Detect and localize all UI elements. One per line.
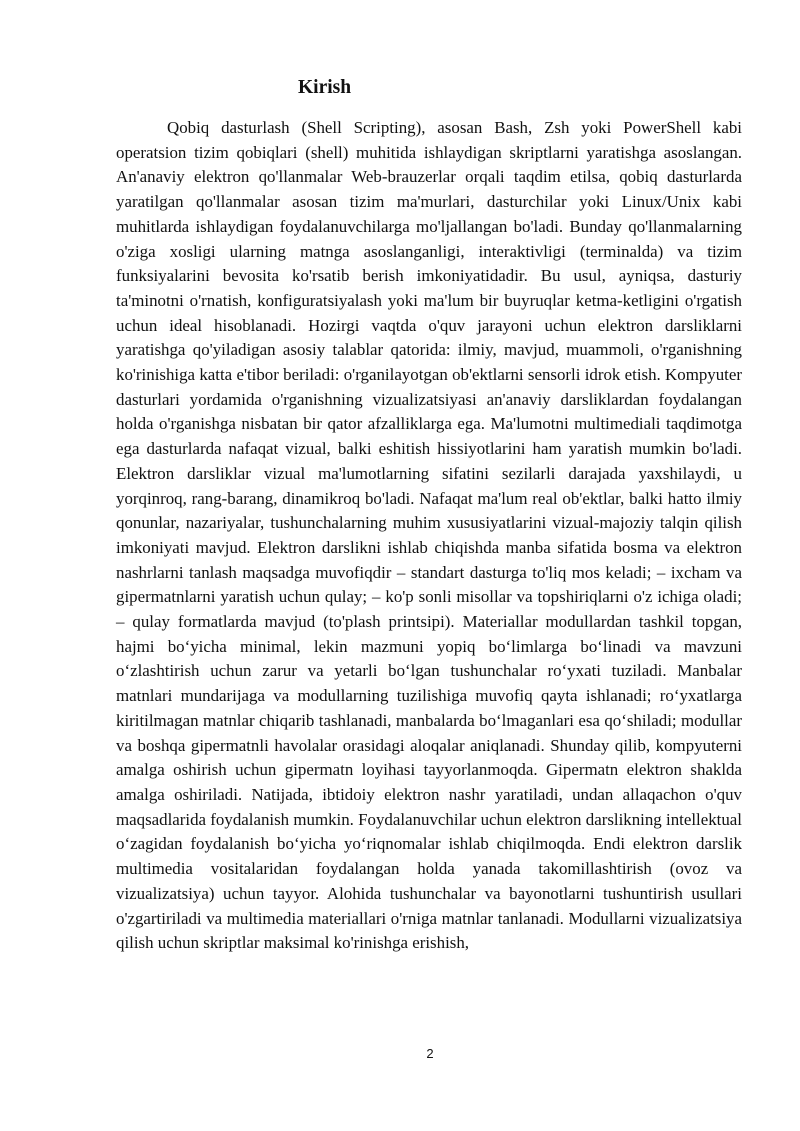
- page-number: 2: [426, 1046, 434, 1061]
- body-paragraph: Qobiq dasturlash (Shell Scripting), asosan Bash, Zsh yoki PowerShell kabi operatsion tizim qobiqlari (shell) muhitida ishlaydigan skriptlarni yaratishga asoslangan. An'anaviy elektron qo'llanmalar Web-brauzerlar orqali taqdim etilsa, qobiq dasturlarda yaratilgan qo'llanmalar asosan tizim ma'murlari, dasturchilar yoki Linux/Unix kabi muhitlarda ishlaydigan foydalanuvchilarga mo'ljallangan bo'ladi. Bunday qo'llanmalarning o'ziga xosligi ularning matnga asoslanganligi, interaktivligi (terminalda) va tizim funksiyalarini bevosita ko'rsatib berish imkoniyatidadir. Bu usul, ayniqsa, dasturiy ta'minotni o'rnatish, konfiguratsiyalash yoki ma'lum bir buyruqlar ketma-ketligini o'rgatish uchun ideal hisoblanadi. Hozirgi vaqtda o'quv jarayoni uchun elektron darsliklarni yaratishga qo'yiladigan asosiy talablar qatorida: ilmiy, mavjud, muammoli, o'rganishning ko'rinishiga katta e'tibor beriladi: o'rganilayotgan ob'ektlarni sensorli idrok etish. Kompyuter dasturlari yordamida o'rganishning vizualizatsiyasi an'anaviy darsliklardan foydalangan holda o'rganishga nisbatan bir qator afzalliklarga ega. Ma'lumotni multimediali taqdimotga ega dasturlarda nafaqat vizual, balki eshitish hissiyotlarini ham yaratish mumkin bo'ladi. Elektron darsliklar vizual ma'lumotlarning sifatini sezilarli darajada yaxshilaydi, u yorqinroq, rang-barang, dinamikroq bo'ladi. Nafaqat ma'lum real ob'ektlar, balki hatto ilmiy qonunlar, nazariyalar, tushunchalarning muhim xususiyatlarini vizual-majoziy talqin qilish imkoniyati mavjud. Elektron darslikni ishlab chiqishda manba sifatida bosma va elektron nashrlarni tanlash maqsadga muvofiqdir – standart dasturga to'liq mos keladi; – ixcham va gipermatnlarni yaratish uchun qulay; – ko'p sonli misollar va topshiriqlarni o'z ichiga oladi; – qulay formatlarda mavjud (to'plash printsipi). Materiallar modullardan tashkil topgan, hajmi bo‘yicha minimal, lekin mazmuni yopiq bo‘limlarga bo‘linadi va mavzuni o‘zlashtirish uchun zarur va yetarli bo‘lgan tushunchalar ro‘yxati tuziladi. Manbalar matnlari mundarijaga va modullarning tuzilishiga muvofiq qayta ishlanadi; ro‘yxatlarga kiritilmagan matnlar chiqarib tashlanadi, manbalarda bo‘lmaganlari esa qo‘shiladi; modullar va boshqa gipermatnli havolalar orasidagi aloqalar aniqlanadi. Shunday qilib, kompyuterni amalga oshirish uchun gipermatn loyihasi tayyorlanmoqda. Gipermatn elektron shaklda amalga oshiriladi. Natijada, ibtidoiy elektron nashr yaratiladi, undan allaqachon o'quv maqsadlarida foydalanish mumkin. Foydalanuvchilar uchun elektron darslikning intellektual o‘zagidan foydalanish bo‘yicha yo‘riqnomalar ishlab chiqilmoqda. Endi elektron darslik multimedia vositalaridan foydalangan holda yanada takomillashtirish (ovoz va vizualizatsiya) uchun tayyor. Alohida tushunchalar va bayonotlarni tushuntirish usullari o'zgartiriladi va multimedia materiallari o'rniga matnlar tanlanadi. Modullarni vizualizatsiya qilish uchun skriptlar maksimal ko'rinishga erishish,: [116, 118, 742, 953]
- page-title: Kirish: [298, 77, 352, 98]
